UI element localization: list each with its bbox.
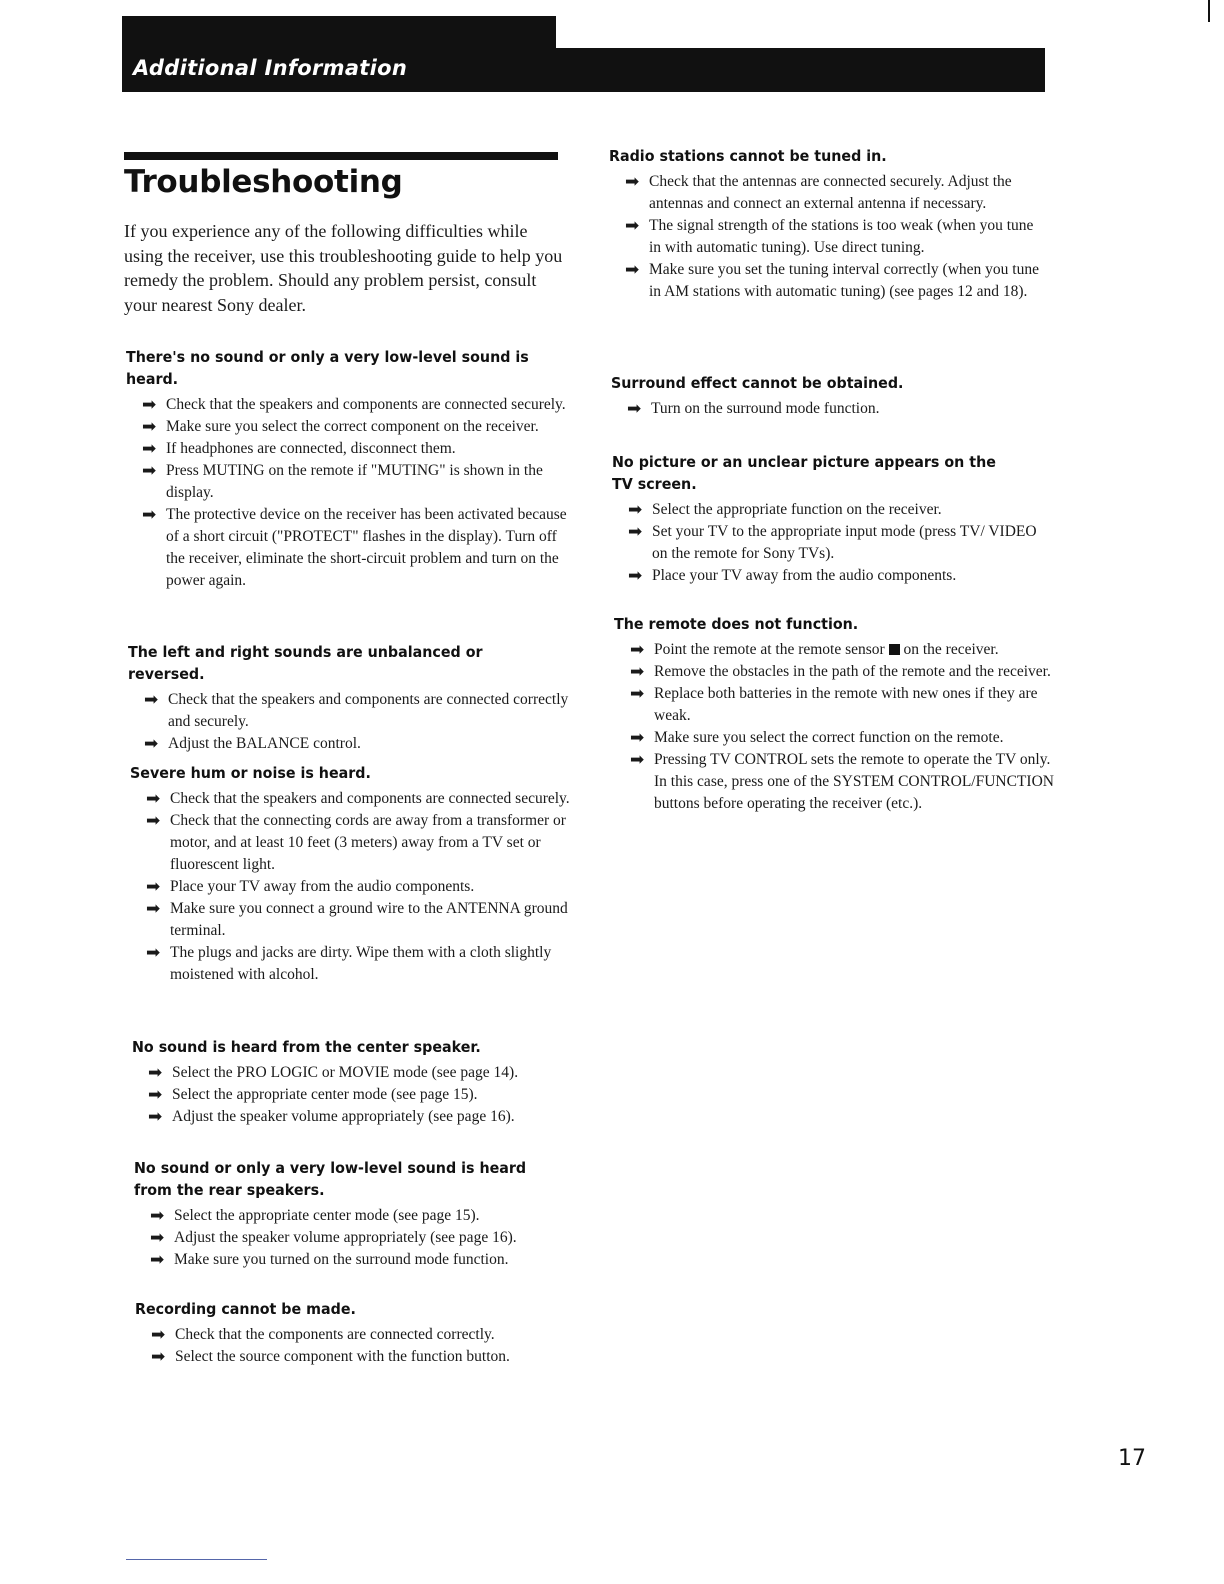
solution-item: ➡ Check that the speakers and components are connected securely. xyxy=(146,789,570,809)
section-unbalanced xyxy=(128,641,578,755)
solution-item: ➡ Make sure you turned on the surround mode function. xyxy=(150,1250,509,1270)
section-heading: The left and right sounds are unbalanced or reversed. xyxy=(128,643,483,683)
section-center-speaker xyxy=(132,1036,582,1128)
solution-item: ➡ Select the appropriate function on the receiver. xyxy=(628,500,942,520)
section-hum-noise xyxy=(130,762,580,986)
solution-list xyxy=(612,499,1052,587)
solution-item: ➡ Press MUTING on the remote if "MUTING" is shown in the display. xyxy=(142,461,543,501)
arrow-right-icon: ➡ xyxy=(146,943,161,963)
remote-sensor-icon xyxy=(889,644,900,655)
solution-item: ➡ The protective device on the receiver has been activated because of a short circuit ("PROTECT" flashes in the display). Turn off the receiver, eliminate the short-circuit problem and turn on the power again. xyxy=(142,505,567,589)
solution-list xyxy=(132,1062,582,1128)
title-rule xyxy=(124,152,558,160)
arrow-right-icon: ➡ xyxy=(150,1206,165,1226)
arrow-right-icon: ➡ xyxy=(142,439,157,459)
solution-item: ➡ Place your TV away from the audio components. xyxy=(146,877,475,897)
solution-item: ➡ Select the source component with the function button. xyxy=(151,1347,510,1367)
solution-item: ➡ The plugs and jacks are dirty. Wipe them with a cloth slightly moistened with alcohol. xyxy=(146,943,552,983)
arrow-right-icon: ➡ xyxy=(142,417,157,437)
section-no-sound xyxy=(126,346,574,592)
arrow-right-icon: ➡ xyxy=(148,1063,163,1083)
solution-item: ➡ Make sure you set the tuning interval correctly (when you tune in AM stations with automatic tuning) (see pages 12 and 18). xyxy=(625,260,1039,300)
solution-item: ➡ Replace both batteries in the remote with new ones if they are weak. xyxy=(630,684,1038,724)
solution-list xyxy=(611,398,1051,420)
section-heading: There's no sound or only a very low-level sound is heard. xyxy=(126,348,529,388)
solution-list xyxy=(609,171,1049,303)
solution-item: ➡ Turn on the surround mode function. xyxy=(627,399,880,419)
arrow-right-icon: ➡ xyxy=(627,399,642,419)
arrow-right-icon: ➡ xyxy=(628,500,643,520)
arrow-right-icon: ➡ xyxy=(151,1325,166,1345)
solution-item: ➡ Set your TV to the appropriate input mode (press TV/ VIDEO on the remote for Sony TVs). xyxy=(628,522,1037,562)
arrow-right-icon: ➡ xyxy=(146,789,161,809)
solution-item: ➡ Place your TV away from the audio components. xyxy=(628,566,957,586)
intro-paragraph: If you experience any of the following difficulties while using the receiver, use this troubleshooting guide to help you remedy the problem. Should any problem persist, consult your nearest Sony dealer. xyxy=(124,221,563,315)
footer-rule xyxy=(126,1559,267,1560)
arrow-right-icon: ➡ xyxy=(146,899,161,919)
arrow-right-icon: ➡ xyxy=(630,684,645,704)
arrow-right-icon: ➡ xyxy=(144,690,159,710)
page-number: 17 xyxy=(1118,1446,1146,1471)
arrow-right-icon: ➡ xyxy=(630,640,645,660)
solution-item: ➡ Pressing TV CONTROL sets the remote to operate the TV only. In this case, press one of the SYSTEM CONTROL/FUNCTION buttons before operating the receiver (etc.). xyxy=(630,750,1054,812)
solution-item: ➡ Remove the obstacles in the path of the remote and the receiver. xyxy=(630,662,1051,682)
arrow-right-icon: ➡ xyxy=(630,728,645,748)
solution-list xyxy=(134,1205,584,1271)
solution-item: ➡ Check that the speakers and components are connected securely. xyxy=(142,395,566,415)
arrow-right-icon: ➡ xyxy=(625,260,640,280)
solution-list xyxy=(130,788,580,986)
arrow-right-icon: ➡ xyxy=(146,877,161,897)
solution-item: ➡ Adjust the BALANCE control. xyxy=(144,734,361,754)
solution-item: ➡ Make sure you select the correct function on the remote. xyxy=(630,728,1004,748)
arrow-right-icon: ➡ xyxy=(151,1347,166,1367)
arrow-right-icon: ➡ xyxy=(148,1085,163,1105)
section-heading: Surround effect cannot be obtained. xyxy=(611,374,904,392)
solution-item: ➡ Adjust the speaker volume appropriately (see page 16). xyxy=(148,1107,515,1127)
page-title: Troubleshooting xyxy=(124,164,403,200)
solution-item: ➡ Select the PRO LOGIC or MOVIE mode (see page 14). xyxy=(148,1063,519,1083)
section-heading: The remote does not function. xyxy=(614,615,859,633)
solution-item: ➡ Check that the antennas are connected securely. Adjust the antennas and connect an external antenna if necessary. xyxy=(625,172,1012,212)
solution-item: ➡ Select the appropriate center mode (see page 15). xyxy=(148,1085,478,1105)
arrow-right-icon: ➡ xyxy=(146,811,161,831)
section-heading: Severe hum or noise is heard. xyxy=(130,764,371,782)
arrow-right-icon: ➡ xyxy=(144,734,159,754)
arrow-right-icon: ➡ xyxy=(628,566,643,586)
solution-list xyxy=(614,639,1054,815)
arrow-right-icon: ➡ xyxy=(150,1250,165,1270)
arrow-right-icon: ➡ xyxy=(148,1107,163,1127)
solution-item: ➡ Check that the connecting cords are away from a transformer or motor, and at least 10 feet (3 meters) away from a TV set or fluorescent light. xyxy=(146,811,566,873)
solution-item: ➡ The signal strength of the stations is too weak (when you tune in with automatic tuning). Use direct tuning. xyxy=(625,216,1034,256)
section-remote xyxy=(614,613,1054,815)
section-heading: No picture or an unclear picture appears on the TV screen. xyxy=(612,453,996,493)
solution-item: ➡ Make sure you select the correct component on the receiver. xyxy=(142,417,539,437)
header-title: Additional Information xyxy=(133,56,408,80)
section-heading: Radio stations cannot be tuned in. xyxy=(609,147,887,165)
solution-item: ➡ Make sure you connect a ground wire to the ANTENNA ground terminal. xyxy=(146,899,568,939)
arrow-right-icon: ➡ xyxy=(142,505,157,525)
arrow-right-icon: ➡ xyxy=(150,1228,165,1248)
section-tv-picture xyxy=(612,451,1052,587)
arrow-right-icon: ➡ xyxy=(630,750,645,770)
arrow-right-icon: ➡ xyxy=(625,216,640,236)
section-surround xyxy=(611,372,1051,420)
section-radio xyxy=(609,145,1049,303)
section-recording xyxy=(135,1298,585,1368)
arrow-right-icon: ➡ xyxy=(142,395,157,415)
solution-item: ➡ Check that the components are connected correctly. xyxy=(151,1325,495,1345)
arrow-right-icon: ➡ xyxy=(625,172,640,192)
section-heading: Recording cannot be made. xyxy=(135,1300,356,1318)
solution-list xyxy=(126,394,574,592)
arrow-right-icon: ➡ xyxy=(630,662,645,682)
solution-item: ➡ Check that the speakers and components are connected correctly and securely. xyxy=(144,690,569,730)
arrow-right-icon: ➡ xyxy=(628,522,643,542)
section-rear-speakers xyxy=(134,1157,584,1271)
arrow-right-icon: ➡ xyxy=(142,461,157,481)
edge-mark xyxy=(1208,0,1210,22)
solution-item: ➡ Select the appropriate center mode (see page 15). xyxy=(150,1206,480,1226)
solution-list xyxy=(135,1324,585,1368)
section-heading: No sound is heard from the center speaker. xyxy=(132,1038,481,1056)
section-heading: No sound or only a very low-level sound is heard from the rear speakers. xyxy=(134,1159,527,1199)
solution-item: ➡ Adjust the speaker volume appropriately (see page 16). xyxy=(150,1228,517,1248)
solution-item: ➡ If headphones are connected, disconnect them. xyxy=(142,439,456,459)
solution-list xyxy=(128,689,578,755)
solution-item: ➡ Point the remote at the remote sensor on the receiver. xyxy=(630,640,999,660)
